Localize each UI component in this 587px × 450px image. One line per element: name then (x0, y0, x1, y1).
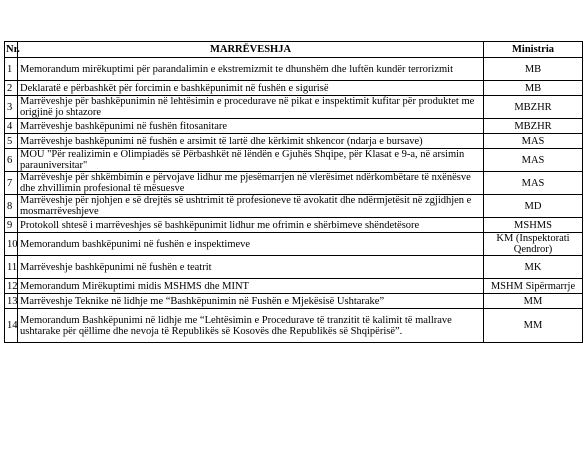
agreement-name: Memorandum mirëkuptimi për parandalimin e ekstremizmit te dhunshëm dhe luftën kundër terrorizmit (18, 58, 484, 81)
agreement-name: Marrëveshje për bashkëpunimin në lehtësimin e procedurave në pikat e inspektimit kufitar për produktet me origjinë jo shtazore (18, 96, 484, 119)
agreement-name: Marrëveshje bashkëpunimi në fushën e arsimit të lartë dhe kërkimit shkencor (ndarja e bursave) (18, 134, 484, 149)
column-header-agreement: MARRËVESHJA (18, 42, 484, 58)
table-row (5, 294, 583, 309)
ministry-name: MB (484, 58, 583, 81)
agreement-name: Marrëveshje për njohjen e së drejtës së ushtrimit të profesioneve të avokatit dhe ndërmjetësit në zgjidhjen e mosmarrëveshjeve (18, 195, 484, 218)
table-row (5, 149, 583, 172)
ministry-name: MK (484, 256, 583, 279)
table-row (5, 309, 583, 343)
table-row (5, 233, 583, 256)
row-number: 7 (5, 172, 18, 195)
agreement-name: Marrëveshje bashkëpunimi në fushën e teatrit (18, 256, 484, 279)
ministry-name: MBZHR (484, 119, 583, 134)
ministry-name: MB (484, 81, 583, 96)
column-header-ministry: Ministria (484, 42, 583, 58)
row-number: 10 (5, 233, 18, 256)
agreement-name: Deklaratë e përbashkët për forcimin e bashkëpunimit në fushën e sigurisë (18, 81, 484, 96)
agreement-name: Marrëveshje për shkëmbimin e përvojave lidhur me pjesëmarrjen në vlerësimet ndërkombëtare të nxënësve dhe zhvillimin profesional të mësuesve (18, 172, 484, 195)
row-number: 1 (5, 58, 18, 81)
row-number: 12 (5, 279, 18, 294)
table-row (5, 96, 583, 119)
ministry-name: MD (484, 195, 583, 218)
table-row (5, 195, 583, 218)
row-number: 11 (5, 256, 18, 279)
agreement-name: Marrëveshje Teknike në lidhje me “Bashkëpunimin në Fushën e Mjekësisë Ushtarake” (18, 294, 484, 309)
ministry-name: KM (Inspektorati Qendror) (484, 233, 583, 256)
table-body (5, 58, 583, 343)
table-row (5, 134, 583, 149)
row-number: 3 (5, 96, 18, 119)
agreement-name: Memorandum bashkëpunimi në fushën e inspektimeve (18, 233, 484, 256)
row-number: 14 (5, 309, 18, 343)
row-number: 2 (5, 81, 18, 96)
row-number: 8 (5, 195, 18, 218)
ministry-name: MSHMS (484, 218, 583, 233)
column-header-nr: Nr. (5, 42, 18, 58)
ministry-name: MAS (484, 172, 583, 195)
row-number: 6 (5, 149, 18, 172)
table-row (5, 256, 583, 279)
row-number: 9 (5, 218, 18, 233)
row-number: 5 (5, 134, 18, 149)
ministry-name: MM (484, 309, 583, 343)
agreement-name: MOU "Për realizimin e Olimpiadës së Përbashkët në lëndën e Gjuhës Shqipe, për Klasat e 9-a, në arsimin parauniversitar" (18, 149, 484, 172)
agreement-name: Protokoll shtesë i marrëveshjes së bashkëpunimit lidhur me ofrimin e shërbimeve shëndetësore (18, 218, 484, 233)
agreement-name: Memorandum Bashkëpunimi në lidhje me “Lehtësimin e Procedurave të tranzitit të kalimit të mallrave ushtarake për qëllime dhe nevoja të Republikës së Kosovës dhe Republikës së Shqipërisë”. (18, 309, 484, 343)
ministry-name: MSHM Sipërmarrje (484, 279, 583, 294)
table-row (5, 81, 583, 96)
table-row (5, 279, 583, 294)
table-row (5, 172, 583, 195)
row-number: 4 (5, 119, 18, 134)
table-row (5, 218, 583, 233)
agreement-name: Memorandum Mirëkuptimi midis MSHMS dhe MINT (18, 279, 484, 294)
table-row (5, 58, 583, 81)
ministry-name: MAS (484, 149, 583, 172)
table-row (5, 119, 583, 134)
row-number: 13 (5, 294, 18, 309)
agreement-name: Marrëveshje bashkëpunimi në fushën fitosanitare (18, 119, 484, 134)
agreements-table (4, 41, 583, 343)
ministry-name: MAS (484, 134, 583, 149)
ministry-name: MM (484, 294, 583, 309)
ministry-name: MBZHR (484, 96, 583, 119)
header-row (5, 42, 583, 58)
